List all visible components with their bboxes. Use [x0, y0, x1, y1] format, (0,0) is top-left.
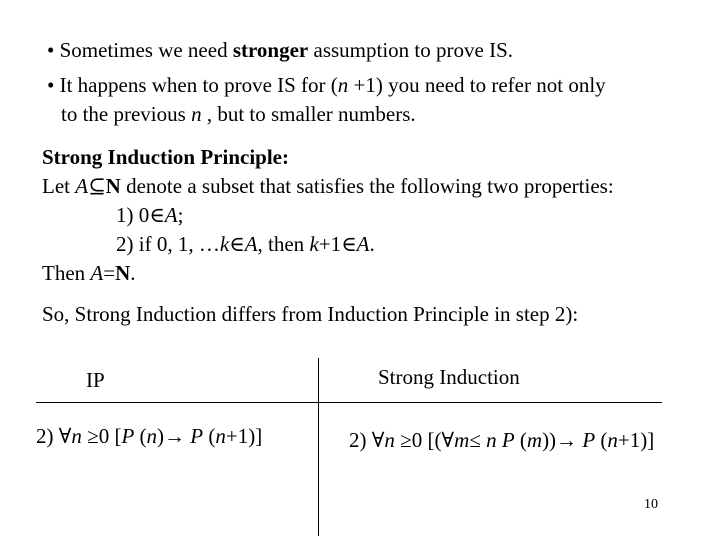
math-var: n — [384, 428, 395, 452]
principle-property-2 — [116, 230, 375, 259]
bullet-text: , but to smaller numbers. — [201, 102, 416, 126]
text: . — [369, 232, 375, 256]
bullet-text-bold: stronger — [232, 38, 309, 62]
text: 1) 0 — [116, 203, 150, 227]
bullet-text: It happens when to prove IS for ( — [59, 73, 338, 97]
math-var: P — [121, 424, 135, 448]
text: ( — [514, 428, 527, 452]
math-var: n — [486, 428, 497, 452]
math-var: n — [191, 102, 202, 126]
principle-heading: Strong Induction Principle: — [42, 145, 289, 169]
bullet-text: +1) you need to refer not only — [348, 73, 606, 97]
math-var: n — [215, 424, 226, 448]
text: ( — [134, 424, 147, 448]
text: ≥0 [ — [81, 424, 122, 448]
principle-property-1 — [116, 201, 183, 230]
math-var: A — [90, 261, 104, 285]
strong-induction-step-2-formula — [349, 426, 654, 455]
math-var: P — [501, 428, 515, 452]
text: +1)] — [617, 428, 655, 452]
math-var: A — [75, 174, 89, 198]
math-var: m — [454, 428, 470, 452]
text: denote a subset that satisfies the following two properties: — [120, 174, 614, 198]
table-vertical-rule — [318, 358, 319, 536]
text: ; — [177, 203, 184, 227]
element-of-symbol: ∈ — [341, 232, 357, 256]
text: , then — [257, 232, 310, 256]
text: )→ — [157, 424, 191, 448]
ip-column-header: IP — [86, 368, 105, 392]
page-number: 10 — [644, 497, 658, 512]
bullet-text-pre: Sometimes we need — [59, 38, 233, 62]
principle-conclusion — [42, 259, 136, 288]
table-horizontal-rule — [36, 402, 662, 403]
bullet-marker: • — [47, 73, 55, 97]
naturals-symbol: N — [115, 261, 131, 285]
math-var: A — [164, 203, 178, 227]
math-var: m — [526, 428, 543, 452]
equals-symbol: = — [103, 261, 116, 285]
comparison-intro: So, Strong Induction differs from Induction Principle in step 2): — [42, 302, 579, 326]
math-var: n — [71, 424, 82, 448]
text: Let — [42, 174, 76, 198]
element-of-symbol: ∈ — [229, 232, 245, 256]
principle-let-line — [42, 172, 614, 201]
strong-induction-column-header: Strong Induction — [378, 365, 520, 389]
math-var: P — [582, 428, 596, 452]
text: 2) ∀ — [36, 424, 72, 448]
math-var: n — [337, 73, 349, 97]
text: . — [130, 261, 136, 285]
bullet-sometimes — [47, 37, 513, 63]
bullet-marker: • — [47, 38, 55, 62]
naturals-symbol: N — [105, 174, 121, 198]
math-var: A — [244, 232, 258, 256]
bullet-it-happens-continued — [61, 101, 416, 127]
math-var: n — [146, 424, 158, 448]
text: 2) if 0, 1, … — [116, 232, 220, 256]
element-of-symbol: ∈ — [149, 203, 165, 227]
math-var: P — [190, 424, 204, 448]
text: ))→ — [542, 428, 583, 452]
math-var: A — [356, 232, 370, 256]
text: ( — [595, 428, 608, 452]
text: ≤ — [469, 428, 487, 452]
bullet-it-happens — [47, 72, 606, 98]
text: +1)] — [225, 424, 263, 448]
math-var: k — [309, 232, 319, 256]
subset-symbol: ⊆ — [88, 174, 106, 198]
text: 2) ∀ — [349, 428, 385, 452]
ip-step-2-formula — [36, 422, 262, 451]
text: ≥0 [(∀ — [394, 428, 455, 452]
math-var: n — [607, 428, 618, 452]
text: Then — [42, 261, 91, 285]
bullet-text-post: assumption to prove IS. — [308, 38, 514, 62]
math-var: k — [219, 232, 230, 256]
text: ( — [203, 424, 216, 448]
text: +1 — [318, 232, 342, 256]
bullet-text: to the previous — [61, 102, 192, 126]
